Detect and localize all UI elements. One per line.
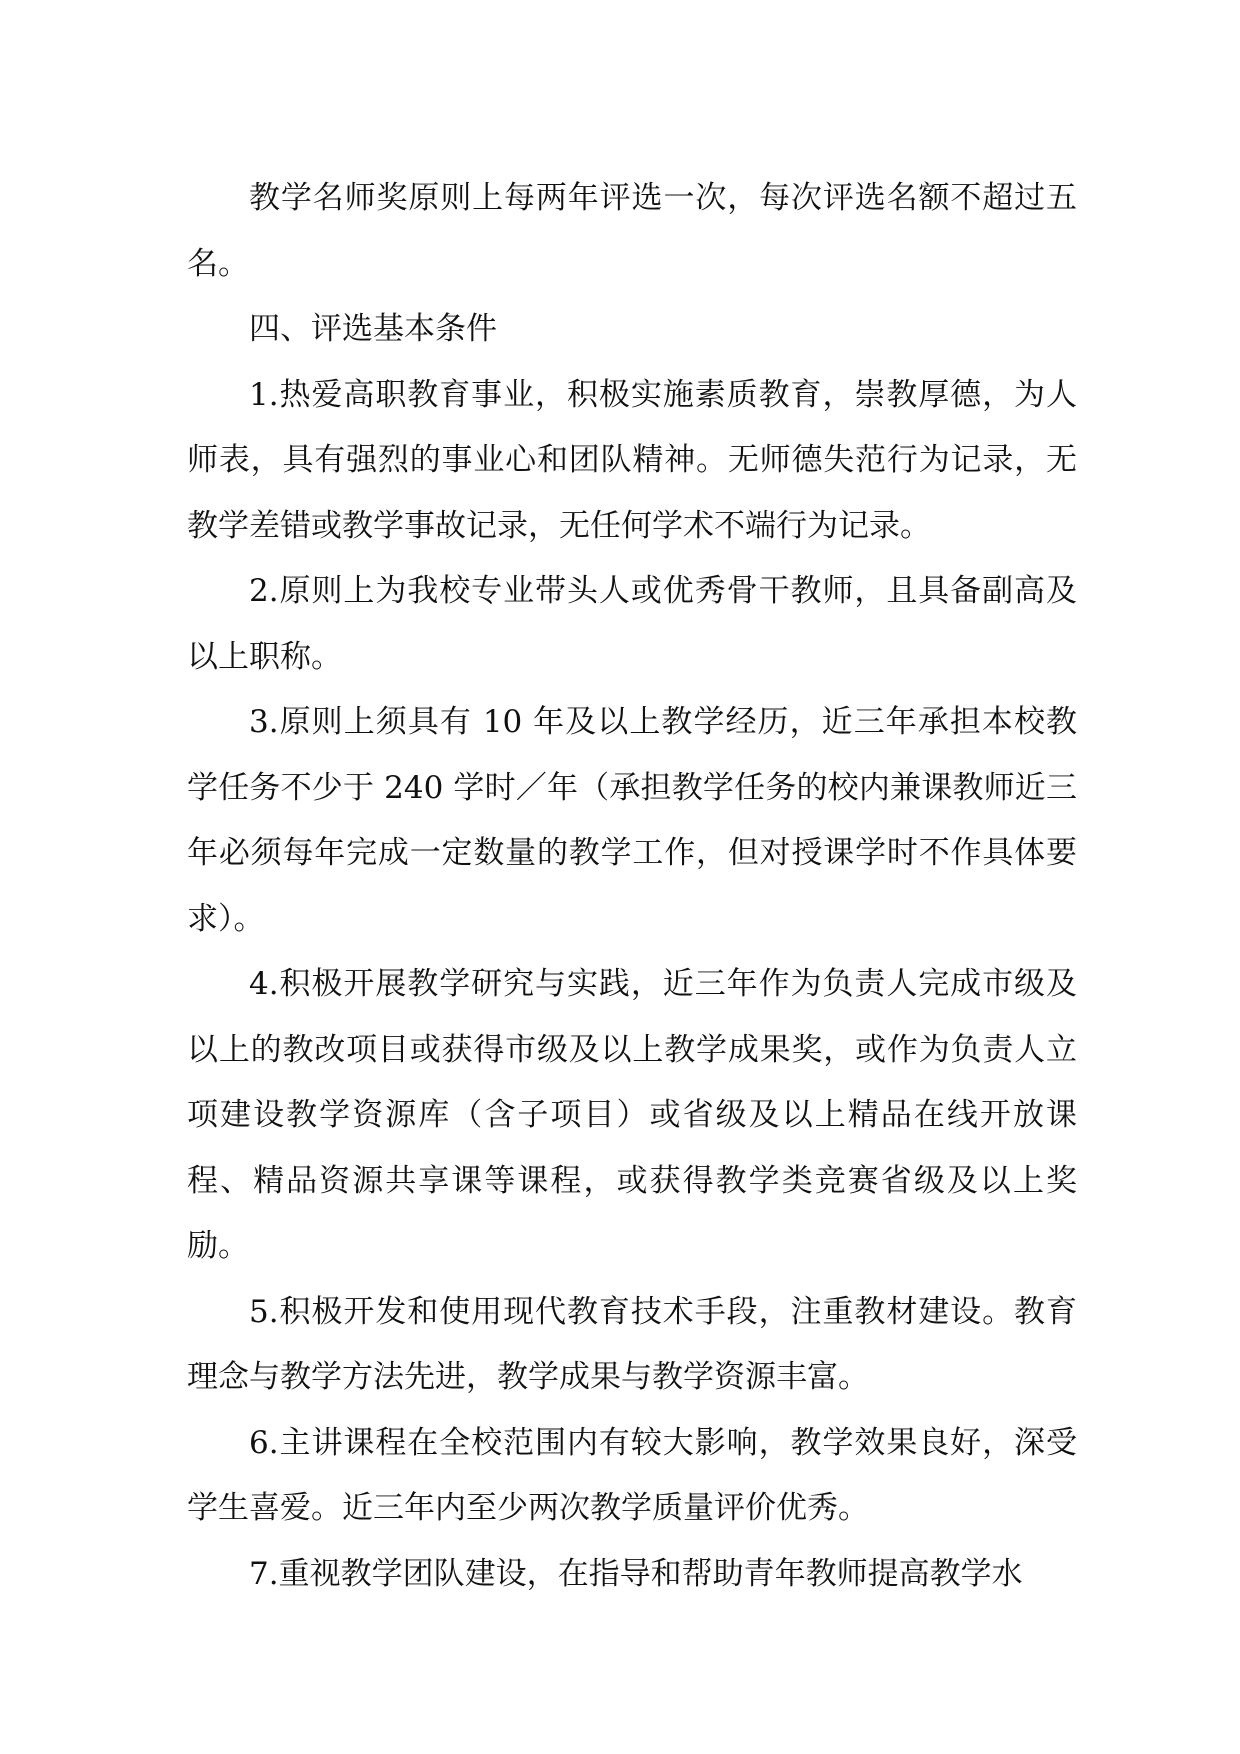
criterion-6: 6.主讲课程在全校范围内有较大影响，教学效果良好，深受学生喜爱。近三年内至少两次教学质量评价优秀。	[187, 1424, 1077, 1526]
criterion-4: 4.积极开展教学研究与实践，近三年作为负责人完成市级及以上的教改项目或获得市级及以上教学成果奖，或作为负责人立项建设教学资源库（含子项目）或省级及以上精品在线开放课程、精品资源共享课等课程，或获得教学类竞赛省级及以上奖励。	[187, 966, 1077, 1264]
criterion-1: 1.热爱高职教育事业，积极实施素质教育，崇教厚德，为人师表，具有强烈的事业心和团队精神。无师德失范行为记录，无教学差错或教学事故记录，无任何学术不端行为记录。	[187, 376, 1077, 544]
paragraph-quota: 教学名师奖原则上每两年评选一次，每次评选名额不超过五名。	[187, 180, 1077, 282]
criterion-5: 5.积极开发和使用现代教育技术手段，注重教材建设。教育理念与教学方法先进，教学成果与教学资源丰富。	[187, 1293, 1077, 1395]
criterion-2: 2.原则上为我校专业带头人或优秀骨干教师，且具备副高及以上职称。	[187, 573, 1077, 675]
criterion-3: 3.原则上须具有 10 年及以上教学经历，近三年承担本校教学任务不少于 240 学时／年（承担教学任务的校内兼课教师近三年必须每年完成一定数量的教学工作，但对授课学时不作具体要求）。	[187, 704, 1077, 937]
section-heading-criteria: 四、评选基本条件	[249, 311, 497, 347]
document-body	[187, 166, 1077, 1607]
criterion-7: 7.重视教学团队建设，在指导和帮助青年教师提高教学水	[249, 1555, 1023, 1592]
